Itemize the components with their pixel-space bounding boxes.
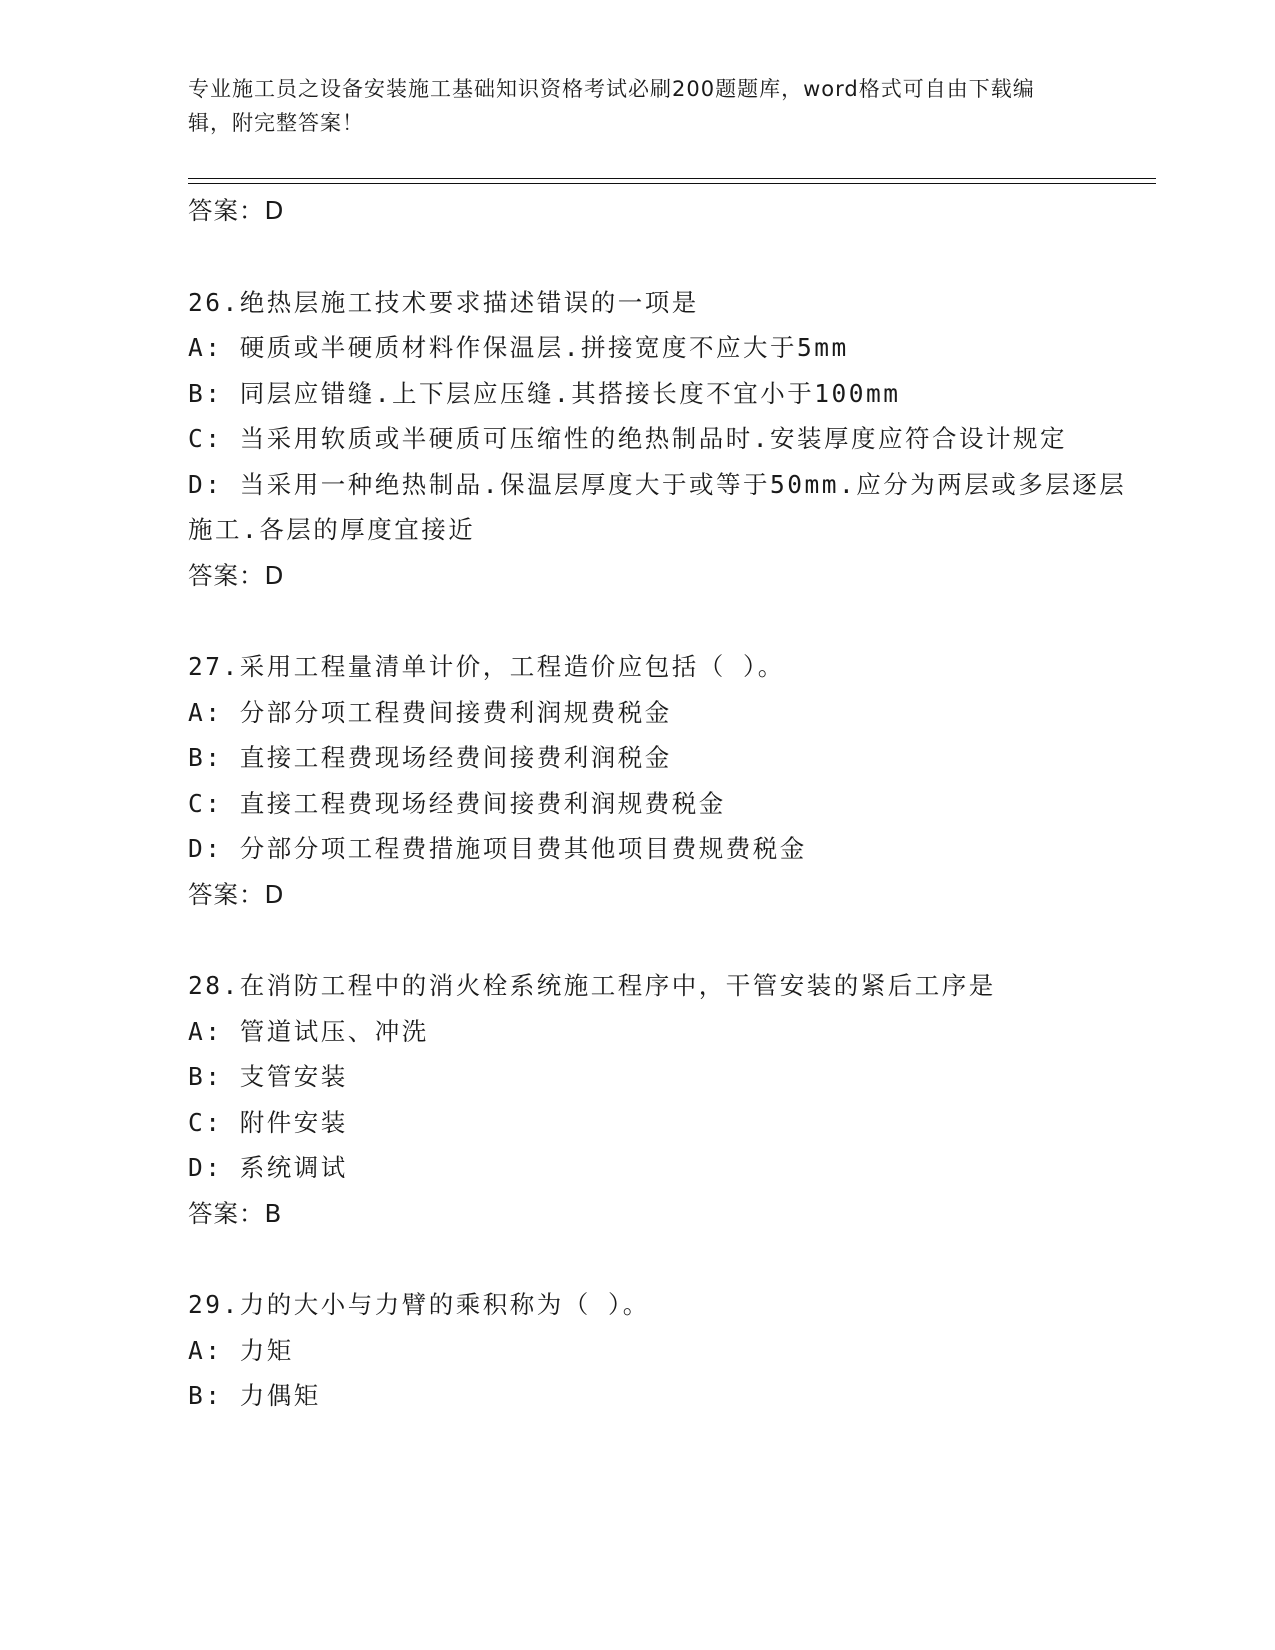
option-a: A: 力矩 [188,1335,294,1365]
question-29 [188,1282,1128,1419]
question-26 [188,280,1128,599]
option-c: C: 直接工程费现场经费间接费利润规费税金 [188,788,726,818]
document-header: 专业施工员之设备安装施工基础知识资格考试必刷200题题库，word格式可自由下载编辑，附完整答案！ [188,77,1035,135]
question-stem: 29.力的大小与力臂的乘积称为（ ）。 [188,1290,650,1319]
option-b: B: 同层应错缝.上下层应压缝.其搭接长度不宜小于100mm [188,378,901,408]
answer: 答案：D [188,879,285,909]
option-c: C: 附件安装 [188,1107,348,1137]
option-b: B: 力偶矩 [188,1381,321,1410]
question-28 [188,963,1128,1236]
option-c: C: 当采用软质或半硬质可压缩性的绝热制品时.安装厚度应符合设计规定 [188,424,1067,453]
answer: 答案：D [188,560,285,590]
header-divider-bottom [188,183,1156,184]
option-b: B: 直接工程费现场经费间接费利润税金 [188,743,672,772]
question-27 [188,644,1128,917]
option-d: D: 当采用一种绝热制品.保温层厚度大于或等于50mm.应分为两层或多层逐层施工.各层的厚度宜接近 [188,469,1127,544]
previous-answer: 答案：D [188,196,285,225]
question-stem: 26.绝热层施工技术要求描述错误的一项是 [188,287,699,317]
option-a: A: 管道试压、冲洗 [188,1016,429,1046]
option-a: A: 硬质或半硬质材料作保温层.拼接宽度不应大于5mm [188,333,849,362]
answer: 答案：B [188,1198,283,1228]
question-list [188,188,1128,1419]
option-d: D: 系统调试 [188,1153,348,1182]
question-stem: 28.在消防工程中的消火栓系统施工程序中，干管安装的紧后工序是 [188,971,996,1000]
option-d: D: 分部分项工程费措施项目费其他项目费规费税金 [188,834,807,863]
option-a: A: 分部分项工程费间接费利润规费税金 [188,697,672,727]
option-b: B: 支管安装 [188,1062,348,1091]
header-divider-top [188,178,1156,179]
question-stem: 27.采用工程量清单计价，工程造价应包括（ ）。 [188,652,785,681]
